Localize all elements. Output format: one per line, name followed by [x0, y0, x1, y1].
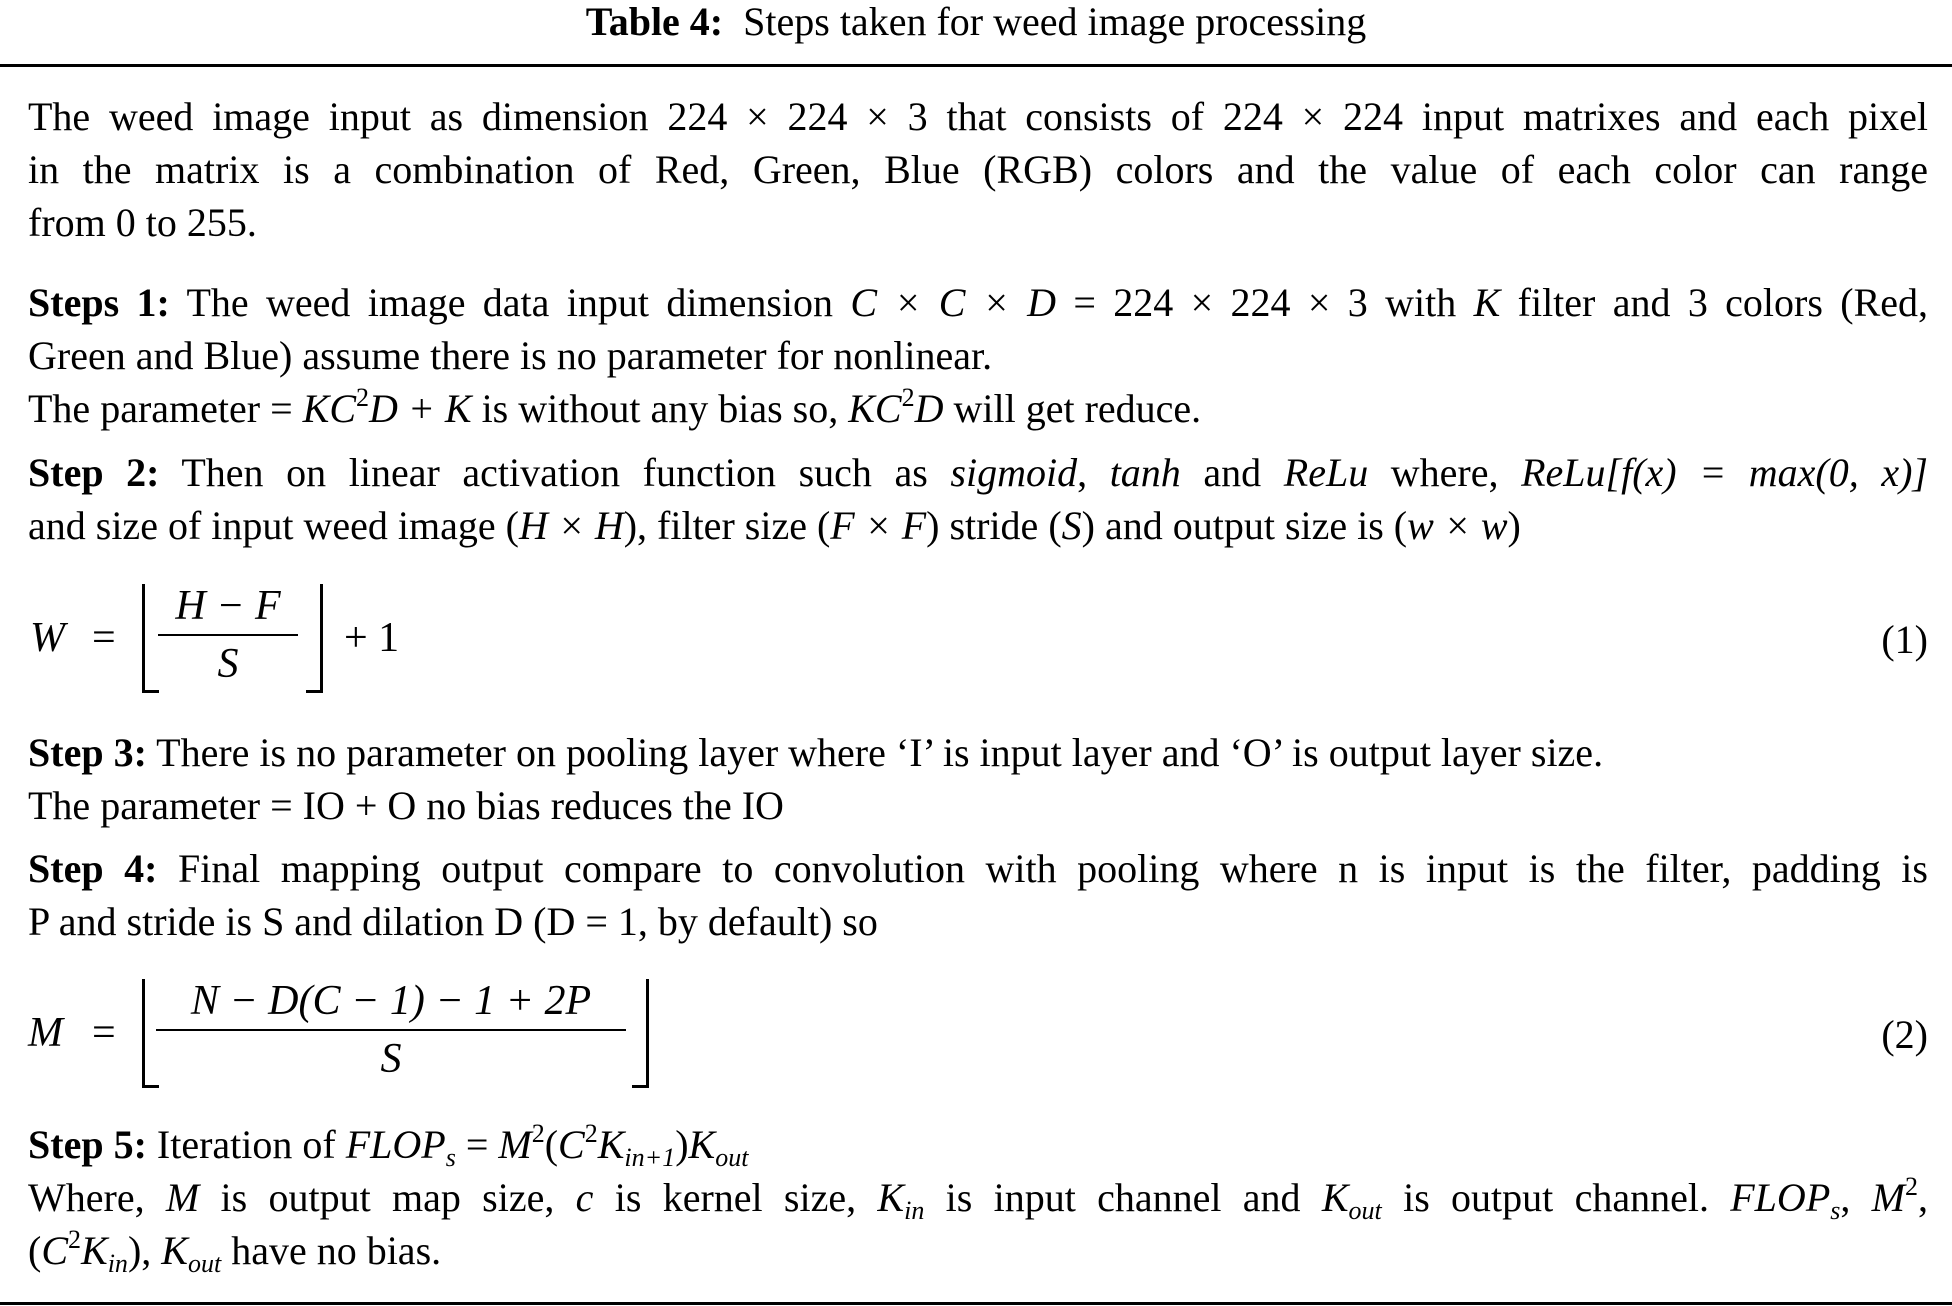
math: D	[914, 386, 944, 431]
floor-right-bracket	[632, 979, 649, 1088]
eq1-suffix: + 1	[344, 615, 400, 661]
math: KC	[302, 386, 356, 431]
math-exp: 2	[531, 1119, 545, 1148]
table-caption	[0, 0, 1952, 44]
step-4-label: Step 4:	[28, 846, 158, 891]
table-title: Steps taken for weed image processing	[743, 0, 1367, 44]
text: is output channel.	[1381, 1175, 1731, 1220]
step-3	[28, 726, 1928, 832]
math-sub: out	[187, 1249, 222, 1278]
fraction-bar	[156, 1029, 626, 1031]
math-sub: out	[715, 1143, 749, 1172]
eq2-lhs: M	[28, 1010, 63, 1056]
eq1-fraction	[158, 582, 298, 688]
equation-2	[28, 975, 1928, 1095]
step-3-line-2: The parameter = IO + O no bias reduces the IO	[28, 783, 784, 828]
eq1-number: (1)	[1881, 617, 1928, 662]
step-5-line-2	[28, 1171, 1928, 1224]
text: ,	[1840, 1175, 1872, 1220]
math: c	[575, 1175, 594, 1220]
text: Final mapping output compare to convolution with pooling where n is input is the filter, padding is	[157, 846, 1928, 891]
eq1-numerator: H − F	[175, 583, 281, 629]
math-sub: out	[1348, 1196, 1382, 1225]
eq2-denominator: S	[380, 1036, 402, 1082]
text: is kernel size,	[593, 1175, 878, 1220]
step-4	[28, 842, 1928, 948]
math-sub: in	[904, 1196, 925, 1225]
intro-paragraph	[28, 90, 1928, 249]
math: C	[558, 1122, 585, 1167]
step-2-line-2	[28, 499, 1928, 552]
math-dim: C × C × D	[850, 280, 1056, 325]
text: filter and 3 colors (Red,	[1500, 280, 1929, 325]
math-tanh: tanh	[1109, 450, 1181, 495]
math-exp: 2	[356, 383, 369, 412]
math: S	[1061, 503, 1082, 548]
math-relu: ReLu	[1283, 450, 1369, 495]
intro-line-3: from 0 to 255.	[28, 200, 257, 245]
step-2-line-1	[28, 446, 1928, 499]
step-2-label: Step 2:	[28, 450, 160, 495]
math-sigmoid: sigmoid	[950, 450, 1078, 495]
text: and size of input weed image (	[28, 503, 519, 548]
math: D + K	[369, 386, 472, 431]
text: There is no parameter on pooling layer where ‘I’ is input layer and ‘O’ is output layer size.	[146, 730, 1604, 775]
text: The weed image data input dimension	[169, 280, 851, 325]
table-label: Table 4:	[585, 0, 724, 44]
math-exp: 2	[68, 1225, 82, 1254]
fraction-bar	[158, 634, 298, 636]
step-1-line-3	[28, 382, 1928, 435]
math: H × H	[518, 503, 624, 548]
text: and	[1180, 450, 1284, 495]
step-4-line-2: P and stride is S and dilation D (D = 1, by default) so	[28, 899, 878, 944]
text: is input channel and	[924, 1175, 1322, 1220]
math: K	[81, 1228, 108, 1273]
intro-line-1: The weed image input as dimension 224 × 224 × 3 that consists of 224 × 224 input matrixes and each pixel	[28, 94, 1928, 139]
text: have no bias.	[221, 1228, 442, 1273]
eq2-number: (2)	[1881, 1012, 1928, 1057]
text: =	[455, 1122, 499, 1167]
intro-line-2: in the matrix is a combination of Red, Green, Blue (RGB) colors and the value of each color can range	[28, 147, 1928, 192]
step-3-line-1	[28, 726, 1928, 779]
step-2	[28, 446, 1928, 552]
math-sub: in+1	[624, 1143, 676, 1172]
bottom-rule	[0, 1302, 1952, 1305]
text: (	[544, 1122, 559, 1167]
equation-1	[28, 580, 1928, 700]
math-sub: s	[1830, 1196, 1841, 1225]
math: M	[1871, 1175, 1905, 1220]
text: Iteration of	[146, 1122, 346, 1167]
text: ,	[1918, 1175, 1928, 1220]
step-1	[28, 276, 1928, 435]
text: The parameter =	[28, 386, 303, 431]
math: K	[1321, 1175, 1349, 1220]
step-5-line-1	[28, 1118, 1928, 1171]
math: K	[161, 1228, 188, 1273]
eq2-fraction	[156, 977, 626, 1083]
step-5-line-3	[28, 1224, 1928, 1277]
math: K	[688, 1122, 716, 1167]
floor-right-bracket	[306, 584, 323, 693]
math-exp: 2	[1905, 1172, 1918, 1201]
math-relu-def: ReLu[f(x) = max(0, x)]	[1521, 450, 1928, 495]
floor-left-bracket	[142, 584, 159, 693]
math: w × w	[1407, 503, 1508, 548]
eq2-equals: =	[92, 1010, 116, 1056]
text: ),	[127, 1228, 162, 1273]
math-sub: s	[445, 1143, 456, 1172]
text: is output map size,	[199, 1175, 576, 1220]
text: Then on linear activation function such as	[159, 450, 951, 495]
math: F × F	[830, 503, 927, 548]
text: (	[28, 1228, 42, 1273]
eq1-lhs: W	[30, 615, 65, 661]
math: K	[597, 1122, 625, 1167]
eq1-equals: =	[92, 615, 116, 661]
eq2-numerator: N − D(C − 1) − 1 + 2P	[190, 978, 592, 1024]
math-exp: 2	[584, 1119, 598, 1148]
top-rule	[0, 64, 1952, 67]
text: )	[1507, 503, 1521, 548]
step-1-label: Steps 1:	[28, 280, 170, 325]
math-sub: in	[107, 1249, 128, 1278]
text: Where,	[28, 1175, 166, 1220]
math: FLOP	[345, 1122, 446, 1167]
math: C	[41, 1228, 69, 1273]
text: ,	[1077, 450, 1110, 495]
step-1-line-1	[28, 276, 1928, 329]
math: M	[498, 1122, 532, 1167]
text: ) stride (	[926, 503, 1062, 548]
math: M	[165, 1175, 200, 1220]
text: is without any bias so,	[471, 386, 849, 431]
math-exp: 2	[901, 383, 915, 412]
step-4-line-1	[28, 842, 1928, 895]
math: FLOP	[1730, 1175, 1831, 1220]
eq1-denominator: S	[217, 641, 239, 687]
text: ), filter size (	[623, 503, 831, 548]
math-k: K	[1473, 280, 1501, 325]
step-3-label: Step 3:	[28, 730, 147, 775]
text: = 224 × 224 × 3 with	[1056, 280, 1474, 325]
text: where,	[1368, 450, 1522, 495]
step-5-label: Step 5:	[28, 1122, 147, 1167]
text: will get reduce.	[943, 386, 1202, 431]
step-1-line-2: Green and Blue) assume there is no parameter for nonlinear.	[28, 333, 993, 378]
step-5	[28, 1118, 1928, 1277]
text: ) and output size is (	[1081, 503, 1408, 548]
math: K	[877, 1175, 905, 1220]
math: KC	[848, 386, 902, 431]
text: )	[675, 1122, 689, 1167]
